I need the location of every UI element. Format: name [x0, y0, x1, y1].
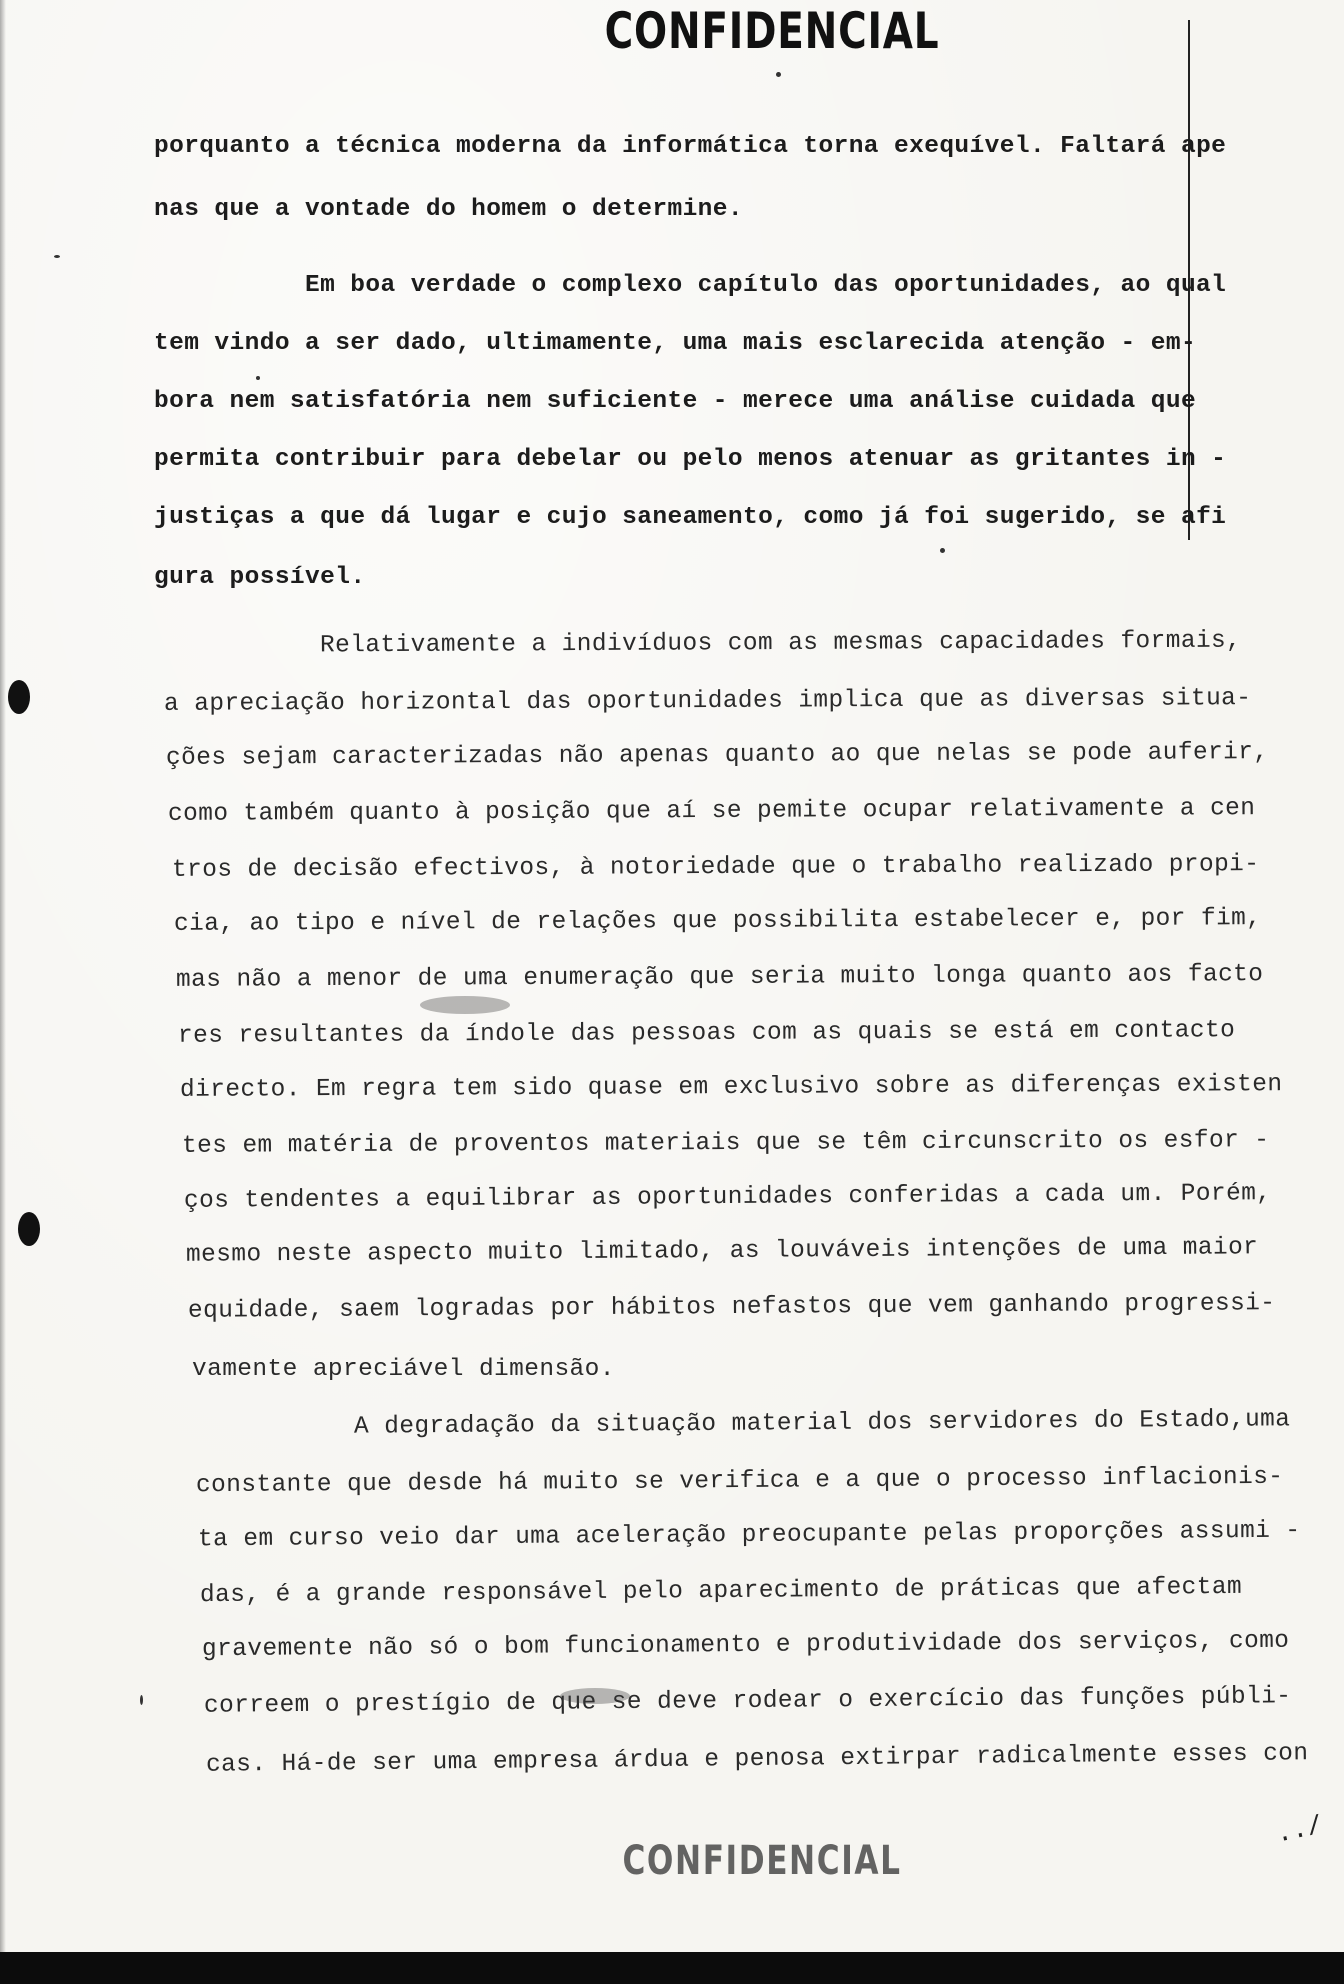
text-line: directo. Em regra tem sido quase em exclusivo sobre as diferenças existen: [179, 1071, 1283, 1104]
text-line: correem o prestígio de que se deve rodear o exercício das funções públi-: [203, 1683, 1292, 1720]
text-line: justiças a que dá lugar e cujo saneamento, como já foi sugerido, se afi: [154, 504, 1227, 531]
text-line: ções sejam caracterizadas não apenas quanto ao que nelas se pode auferir,: [165, 739, 1269, 772]
text-line: equidade, saem logradas por hábitos nefastos que vem ganhando progressi-: [187, 1290, 1276, 1325]
scan-left-edge: [0, 0, 6, 1984]
scan-smudge: [560, 1688, 630, 1704]
text-line: Relativamente a indivíduos com as mesmas capacidades formais,: [319, 627, 1242, 660]
text-line: A degradação da situação material dos servidores do Estado,uma: [353, 1406, 1291, 1441]
text-line: cia, ao tipo e nível de relações que possibilita estabelecer e, por fim,: [173, 905, 1262, 938]
text-line: permita contribuir para debelar ou pelo menos atenuar as gritantes in -: [154, 446, 1227, 473]
scan-speck: [54, 255, 60, 258]
scan-speck: [776, 72, 781, 77]
text-line: tros de decisão efectivos, à notoriedade que o trabalho realizado propi-: [171, 851, 1260, 884]
text-line: como também quanto à posição que aí se pemite ocupar relativamente a cen: [167, 795, 1256, 828]
text-line: mesmo neste aspecto muito limitado, as louváveis intenções de uma maior: [185, 1234, 1259, 1269]
text-line: bora nem satisfatória nem suficiente - merece uma análise cuidada que: [154, 388, 1197, 415]
text-line: ta em curso veio dar uma aceleração preocupante pelas proporções assumi -: [197, 1517, 1301, 1554]
text-line: constante que desde há muito se verifica e a que o processo inflacionis-: [195, 1463, 1284, 1500]
text-line: Em boa verdade o complexo capítulo das oportunidades, ao qual: [305, 272, 1227, 299]
text-line: res resultantes da índole das pessoas com as quais se está em contacto: [177, 1017, 1236, 1050]
text-line: gravemente não só o bom funcionamento e produtividade dos serviços, como: [201, 1627, 1290, 1664]
text-line: gura possível.: [154, 564, 366, 591]
text-line: vamente apreciável dimensão.: [192, 1356, 615, 1383]
punch-hole-icon: [8, 680, 30, 714]
scan-speck: [940, 548, 945, 553]
text-line: a apreciação horizontal das oportunidades implica que as diversas situa-: [163, 685, 1252, 718]
text-line: mas não a menor de uma enumeração que seria muito longa quanto aos facto: [175, 961, 1264, 994]
confidential-stamp-top: CONFIDENCIAL: [604, 2, 940, 60]
text-line: porquanto a técnica moderna da informática torna exequível. Faltará ape: [154, 133, 1227, 160]
scan-speck: [256, 376, 260, 380]
text-line: tes em matéria de proventos materiais que se têm circunscrito os esfor -: [181, 1127, 1270, 1160]
text-line: nas que a vontade do homem o determine.: [154, 196, 743, 223]
scan-bottom-border: [0, 1952, 1344, 1984]
text-line: das, é a grande responsável pelo aparecimento de práticas que afectam: [199, 1573, 1243, 1610]
continuation-mark: ../: [1273, 1810, 1326, 1850]
punch-hole-icon: [18, 1212, 40, 1246]
text-line: ços tendentes a equilibrar as oportunidades conferidas a cada um. Porém,: [183, 1180, 1272, 1215]
scan-smudge: [420, 996, 510, 1014]
text-line: tem vindo a ser dado, ultimamente, uma mais esclarecida atenção - em-: [154, 330, 1197, 357]
text-line: cas. Há-de ser uma empresa árdua e penosa extirpar radicalmente esses con: [205, 1740, 1309, 1779]
scan-speck: [140, 1695, 143, 1705]
confidential-stamp-bottom: CONFIDENCIAL: [622, 1838, 902, 1884]
